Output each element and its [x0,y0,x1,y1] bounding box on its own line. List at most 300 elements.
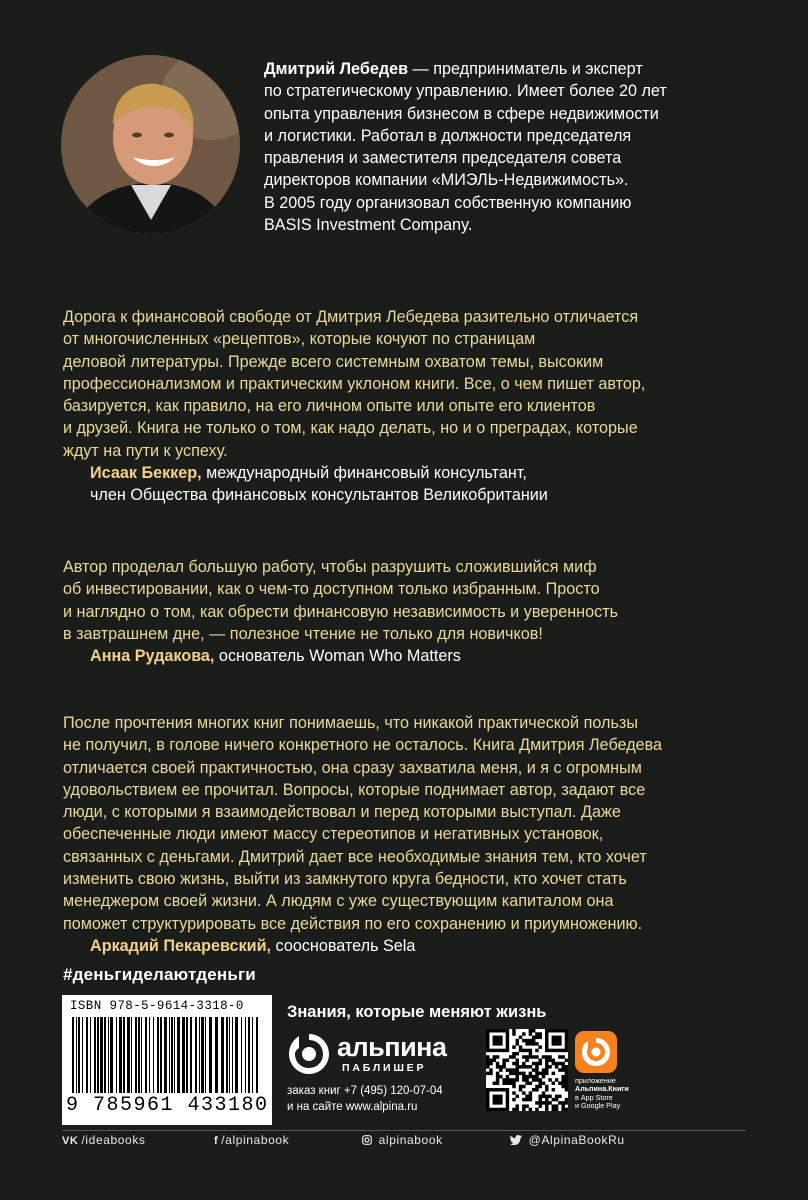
qr-module [512,1108,515,1111]
qr-module [496,1075,499,1078]
qr-module [535,1042,538,1045]
qr-module [561,1101,564,1104]
reviewer-name: Исаак Беккер, [90,464,202,483]
qr-module [561,1085,564,1088]
qr-module [558,1055,561,1058]
qr-module [512,1085,515,1088]
qr-module [496,1065,499,1068]
qr-module [535,1075,538,1078]
qr-finder-module [499,1108,502,1111]
barcode-bar [235,1017,238,1093]
qr-module [489,1059,492,1062]
qr-finder-module [561,1029,564,1032]
qr-finder-module [565,1032,568,1035]
qr-module [509,1081,512,1084]
qr-module [565,1065,568,1068]
qr-finder-module [486,1095,489,1098]
barcode-bar [201,1017,204,1093]
qr-module [512,1029,515,1032]
qr-module [561,1065,564,1068]
social-vk[interactable] [62,1133,146,1147]
qr-module [529,1072,532,1075]
qr-finder-module [496,1088,499,1091]
qr-finder-module [486,1101,489,1104]
qr-module [535,1085,538,1088]
qr-finder-module [545,1049,548,1052]
author-bio-line: опыта управления бизнесом в сфере недвижимости [264,104,659,123]
qr-module [538,1045,541,1048]
qr-module [525,1075,528,1078]
qr-finder-module [561,1049,564,1052]
qr-module [555,1108,558,1111]
qr-module [522,1055,525,1058]
qr-module [529,1032,532,1035]
qr-module [529,1081,532,1084]
qr-module [532,1075,535,1078]
qr-finder-module [496,1029,499,1032]
qr-module [545,1085,548,1088]
social-twitter[interactable] [510,1133,625,1147]
review-rudakova [63,556,618,667]
barcode-bar [169,1017,170,1093]
qr-module [535,1088,538,1091]
qr-finder-module [545,1029,548,1032]
qr-module [512,1081,515,1084]
qr-module [493,1055,496,1058]
qr-finder-module [499,1042,502,1045]
alpina-app-icon [575,1031,617,1073]
qr-module [552,1088,555,1091]
qr-module [516,1075,519,1078]
qr-module [506,1068,509,1071]
barcode-bar [100,1017,103,1093]
barcode-bar [72,1017,74,1093]
qr-module [512,1062,515,1065]
qr-module [506,1059,509,1062]
qr-finder-module [486,1104,489,1107]
qr-finder-module [548,1029,551,1032]
review-line: от многочисленных «рецептов», которые кочуют по страницам [63,330,536,349]
qr-finder-module [493,1049,496,1052]
qr-module [519,1036,522,1039]
qr-module [555,1062,558,1065]
qr-module [561,1062,564,1065]
qr-module [486,1055,489,1058]
review-line: изменить свою жизнь, выйти из замкнутого круга бедности, кто хочет стать [63,870,627,889]
qr-module [545,1055,548,1058]
qr-module [545,1104,548,1107]
qr-module [519,1045,522,1048]
barcode-bar [135,1017,137,1093]
qr-finder-module [555,1036,558,1039]
qr-finder-module [496,1108,499,1111]
review-becker [63,306,645,507]
qr-module [532,1029,535,1032]
qr-finder-module [506,1042,509,1045]
qr-finder-module [493,1101,496,1104]
qr-module [525,1104,528,1107]
qr-module [545,1101,548,1104]
barcode-bar [171,1017,173,1093]
review-line: не получил, в голове ничего конкретного не осталось. Книга Дмитрия Лебедева [63,736,663,755]
qr-finder-module [565,1029,568,1032]
qr-module [489,1062,492,1065]
qr-module [538,1062,541,1065]
barcode-bar [78,1017,80,1093]
qr-finder-module [506,1036,509,1039]
qr-module [532,1055,535,1058]
qr-module [525,1098,528,1101]
barcode-bar [241,1017,242,1093]
qr-finder-module [496,1095,499,1098]
qr-module [535,1055,538,1058]
author-bio-line: директоров компании «МИЭЛЬ-Недвижимость». [264,171,629,190]
author-bio-line: BASIS Investment Company. [264,216,473,235]
app-name: Альпина.Книги [575,1084,629,1094]
footer-divider [62,1130,746,1131]
order-website: и на сайте www.alpina.ru [287,1101,418,1113]
social-facebook[interactable] [214,1133,289,1147]
qr-module [561,1078,564,1081]
qr-finder-module [552,1042,555,1045]
barcode-bar [195,1017,197,1093]
qr-finder-module [555,1049,558,1052]
qr-module [542,1091,545,1094]
reviewer-title-line2: член Общества финансовых консультантов Великобритании [90,486,548,505]
qr-module [552,1059,555,1062]
review-line: базируется, как правило, на его личном опыте или опыте его клиентов [63,397,596,416]
qr-module [486,1065,489,1068]
social-vk-handle: /ideabooks [81,1133,146,1147]
instagram-icon [362,1135,376,1147]
qr-finder-module [502,1108,505,1111]
qr-finder-module [552,1029,555,1032]
qr-module [529,1098,532,1101]
publisher-name: альпина [337,1032,447,1062]
qr-finder-module [506,1091,509,1094]
qr-module [561,1104,564,1107]
barcode-bar [127,1017,130,1093]
author-bio-line: и логистики. Работал в должности председателя [264,126,632,145]
qr-module [496,1078,499,1081]
qr-finder-module [499,1101,502,1104]
qr-module [502,1059,505,1062]
qr-module [519,1049,522,1052]
author-bio-line: В 2005 году организовал собственную компанию [264,193,632,212]
qr-finder-module [555,1042,558,1045]
qr-module [545,1065,548,1068]
social-ig-handle: alpinabook [378,1133,443,1147]
qr-module [522,1075,525,1078]
qr-module [565,1072,568,1075]
qr-module [529,1042,532,1045]
qr-module [545,1068,548,1071]
qr-module [535,1101,538,1104]
qr-finder-module [506,1088,509,1091]
qr-module [565,1101,568,1104]
qr-finder-module [506,1029,509,1032]
vk-icon: VK [62,1135,79,1147]
qr-module [535,1049,538,1052]
barcode-bar [209,1017,212,1093]
barcode-bar [119,1017,122,1093]
qr-finder-module [545,1032,548,1035]
qr-module [558,1068,561,1071]
reviewer-title: сооснователь Sela [271,936,416,955]
qr-finder-module [506,1104,509,1107]
barcode-bar [94,1017,96,1093]
qr-module [561,1055,564,1058]
review-pekarevsky [63,712,662,957]
qr-module [548,1059,551,1062]
qr-module [538,1101,541,1104]
qr-module [525,1059,528,1062]
qr-module [552,1062,555,1065]
qr-module [529,1065,532,1068]
qr-finder-module [489,1108,492,1111]
author-bio [264,58,724,236]
reviewer-title: международный финансовый консультант, [201,464,527,483]
qr-module [486,1062,489,1065]
qr-module [516,1059,519,1062]
app-store: в App Store [575,1092,613,1102]
qr-module [512,1091,515,1094]
qr-finder-module [493,1039,496,1042]
qr-finder-module [496,1098,499,1101]
qr-module [506,1078,509,1081]
qr-finder-module [493,1098,496,1101]
qr-finder-module [555,1029,558,1032]
barcode-bar [245,1017,246,1093]
qr-module [519,1072,522,1075]
qr-module [506,1075,509,1078]
qr-module [522,1072,525,1075]
qr-module [486,1072,489,1075]
qr-module [555,1095,558,1098]
qr-module [522,1104,525,1107]
qr-module [525,1078,528,1081]
qr-module [529,1108,532,1111]
review-line: деловой литературы. Прежде всего системным охватом темы, высоким [63,352,604,371]
qr-module [558,1081,561,1084]
qr-module [519,1085,522,1088]
reviewer-title: основатель Woman Who Matters [214,647,461,666]
qr-module [506,1081,509,1084]
qr-finder-module [558,1036,561,1039]
qr-module [512,1072,515,1075]
qr-finder-module [558,1042,561,1045]
qr-module [512,1055,515,1058]
review-line: и друзей. Книга не только о том, как надо делать, но и о преградах, которые [63,419,638,438]
qr-finder-module [565,1039,568,1042]
barcode-bar [145,1017,147,1093]
qr-module [542,1068,545,1071]
qr-module [535,1108,538,1111]
qr-module [529,1049,532,1052]
qr-module [565,1098,568,1101]
qr-module [532,1078,535,1081]
qr-module [545,1072,548,1075]
barcode-bar [215,1017,218,1093]
qr-module [565,1059,568,1062]
qr-module [529,1029,532,1032]
social-tw-handle: @AlpinaBookRu [528,1133,625,1147]
barcode-bar [205,1017,206,1093]
barcode-bar [123,1017,125,1093]
app-label: приложение [575,1076,616,1085]
qr-module [522,1049,525,1052]
twitter-icon [510,1135,526,1147]
qr-module [516,1068,519,1071]
qr-module [509,1078,512,1081]
qr-module [565,1081,568,1084]
review-line: поможет структурировать все действия по его сохранению и приумножению. [63,914,643,933]
qr-module [529,1091,532,1094]
qr-module [499,1065,502,1068]
qr-module [512,1045,515,1048]
qr-module [561,1075,564,1078]
barcode-bar [149,1017,150,1093]
author-bio-line: правления и заместителя председателя совета [264,149,622,168]
qr-module [522,1039,525,1042]
qr-module [529,1095,532,1098]
qr-finder-module [506,1032,509,1035]
qr-finder-module [486,1039,489,1042]
qr-module [561,1108,564,1111]
qr-module [516,1072,519,1075]
isbn-barcode [62,995,272,1125]
qr-module [535,1068,538,1071]
reviewer-name: Анна Рудакова, [90,647,215,666]
qr-module [496,1081,499,1084]
author-bio-line: по стратегическому управлению. Имеет более 20 лет [264,82,667,101]
order-phone: заказ книг +7 (495) 120-07-04 [287,1085,443,1097]
qr-module [512,1068,515,1071]
qr-finder-module [555,1039,558,1042]
qr-module [486,1059,489,1062]
qr-module [499,1075,502,1078]
barcode-bar [248,1017,250,1093]
qr-module [535,1032,538,1035]
qr-finder-module [499,1039,502,1042]
qr-module [516,1108,519,1111]
qr-finder-module [493,1036,496,1039]
qr-module [542,1095,545,1098]
qr-module [552,1098,555,1101]
qr-module [489,1068,492,1071]
qr-module [535,1072,538,1075]
qr-module [509,1068,512,1071]
isbn-number: ISBN 978-5-9614-3318-0 [70,999,244,1013]
qr-module [512,1052,515,1055]
qr-finder-module [486,1032,489,1035]
qr-module [499,1068,502,1071]
qr-finder-module [486,1088,489,1091]
social-instagram[interactable] [362,1133,443,1147]
barcode-bar [229,1017,230,1093]
qr-module [522,1108,525,1111]
qr-module [516,1042,519,1045]
qr-module [509,1072,512,1075]
app-store-info [575,1077,629,1111]
google-play: и Google Play [575,1101,621,1111]
barcode-bar [86,1017,88,1093]
qr-module [555,1078,558,1081]
qr-module [512,1078,515,1081]
qr-finder-module [486,1098,489,1101]
order-info [287,1083,443,1115]
qr-module [558,1062,561,1065]
barcode-bar [232,1017,233,1093]
author-portrait-illustration [61,55,240,234]
qr-finder-module [486,1049,489,1052]
qr-module [516,1052,519,1055]
qr-finder-module [489,1029,492,1032]
reviewer-name: Аркадий Пекаревский, [90,936,272,955]
qr-module [489,1072,492,1075]
qr-module [512,1032,515,1035]
qr-module [496,1072,499,1075]
qr-module [545,1098,548,1101]
qr-finder-module [502,1088,505,1091]
qr-module [538,1078,541,1081]
barcode-bar [157,1017,159,1093]
qr-finder-module [565,1036,568,1039]
qr-module [496,1062,499,1065]
qr-module [516,1078,519,1081]
review-line: удовольствием ее прочитал. Вопросы, которые поднимает автор, задают все [63,780,646,799]
qr-module [532,1042,535,1045]
qr-module [525,1042,528,1045]
barcode-bar [186,1017,188,1093]
qr-module [532,1068,535,1071]
qr-module [548,1095,551,1098]
qr-finder-module [506,1108,509,1111]
qr-module [542,1055,545,1058]
qr-finder-module [493,1095,496,1098]
review-line: и наглядно о том, как обрести финансовую независимость и уверенность [63,602,619,621]
qr-finder-module [545,1045,548,1048]
barcode-bar [76,1017,77,1093]
hashtag: #деньгиделаютденьги [63,965,256,984]
qr-finder-module [565,1049,568,1052]
qr-module [502,1078,505,1081]
author-photo [61,55,240,234]
review-line: люди, с которыми я взаимодействовал и перед которыми выступал. Даже [63,803,621,822]
barcode-bar [221,1017,224,1093]
review-line: После прочтения многих книг понимаешь, что никакой практической пользы [63,714,638,732]
qr-module [565,1075,568,1078]
qr-finder-module [499,1036,502,1039]
review-line: Дорога к финансовой свободе от Дмитрия Лебедева разительно отличается [63,308,639,326]
review-credit [90,935,662,957]
qr-module [538,1036,541,1039]
qr-module [538,1085,541,1088]
barcode-bar [90,1017,91,1093]
qr-module [548,1065,551,1068]
qr-module [535,1036,538,1039]
qr-finder-module [545,1039,548,1042]
qr-module [532,1039,535,1042]
qr-finder-module [499,1088,502,1091]
qr-module [555,1098,558,1101]
qr-finder-module [552,1049,555,1052]
qr-finder-module [486,1091,489,1094]
qr-finder-module [499,1029,502,1032]
qr-module [522,1085,525,1088]
author-name: Дмитрий Лебедев [264,60,409,78]
qr-module [512,1098,515,1101]
